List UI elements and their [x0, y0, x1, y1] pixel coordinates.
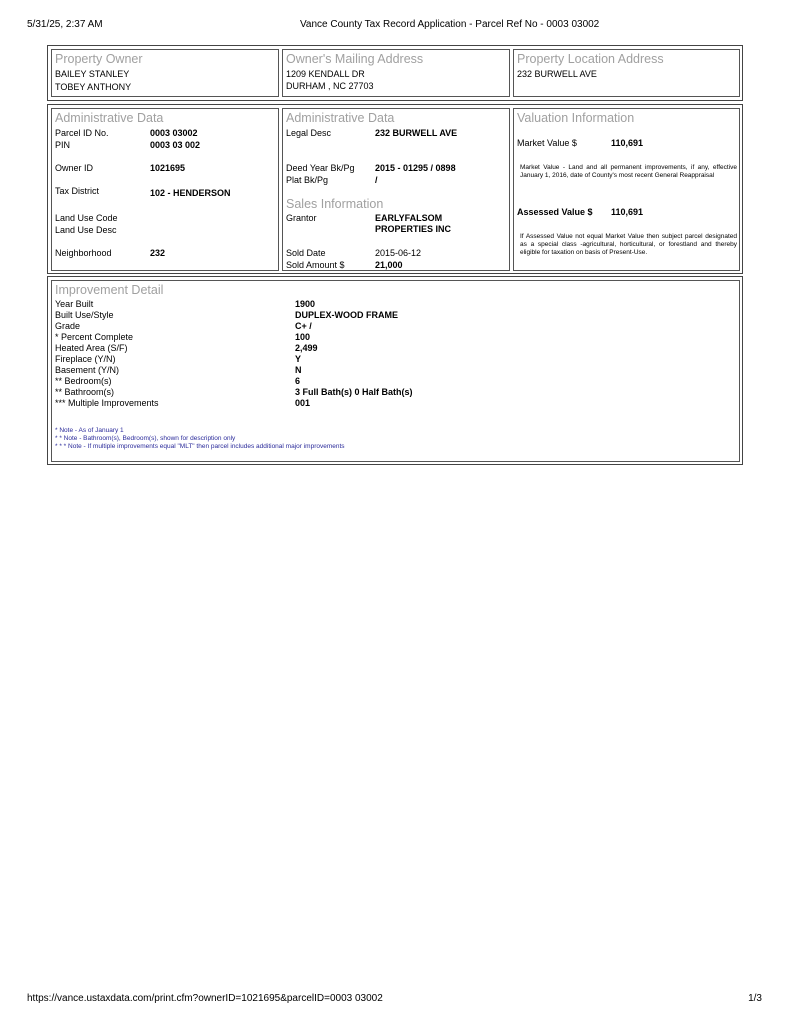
owner-name-1: BAILEY STANLEY — [55, 69, 130, 79]
admin-section — [47, 104, 743, 274]
improvement-value: 3 Full Bath(s) 0 Half Bath(s) — [295, 387, 413, 397]
market-value-note: Market Value - Land and all permanent improvements, if any, effective January 1, 2016, date of County's most recent General Reappraisal — [520, 164, 737, 179]
improvement-label: Year Built — [55, 299, 94, 309]
note-as-of-jan: * Note - As of January 1 — [55, 427, 124, 434]
admin-data-cell-2 — [282, 108, 510, 271]
improvement-notes — [55, 427, 735, 451]
improvement-label: *** Multiple Improvements — [55, 398, 159, 408]
property-owner-heading: Property Owner — [55, 52, 143, 66]
mailing-address-cell — [282, 49, 510, 97]
improvement-detail-heading: Improvement Detail — [55, 283, 164, 297]
assessed-value: 110,691 — [611, 207, 644, 217]
print-url[interactable]: https://vance.ustaxdata.com/print.cfm?ownerID=1021695&parcelID=0003 03002 — [27, 993, 383, 1004]
improvement-label: Built Use/Style — [55, 310, 114, 320]
mailing-line-2: DURHAM , NC 27703 — [286, 81, 374, 91]
assessed-value-label: Assessed Value $ — [517, 207, 593, 217]
location-line-1: 232 BURWELL AVE — [517, 69, 597, 79]
improvement-label: Heated Area (S/F) — [55, 343, 128, 353]
improvement-label: Basement (Y/N) — [55, 365, 120, 375]
legal-desc-label: Legal Desc — [286, 128, 332, 138]
neighborhood-value: 232 — [150, 248, 166, 258]
plat-label: Plat Bk/Pg — [286, 175, 329, 185]
owner-section — [47, 45, 743, 101]
improvement-value: 6 — [295, 376, 301, 386]
improvement-label: ** Bathroom(s) — [55, 387, 115, 397]
improvement-rows — [55, 299, 735, 419]
deed-label: Deed Year Bk/Pg — [286, 163, 355, 173]
land-use-desc-label: Land Use Desc — [55, 225, 117, 235]
improvement-value: N — [295, 365, 302, 375]
print-header — [27, 19, 764, 33]
location-address-cell — [513, 49, 740, 97]
legal-desc-value: 232 BURWELL AVE — [375, 128, 458, 138]
pin-value: 0003 03 002 — [150, 140, 201, 150]
grantor-label: Grantor — [286, 213, 317, 223]
market-value: 110,691 — [611, 138, 644, 148]
page-number: 1/3 — [748, 993, 762, 1004]
admin-data-heading-1: Administrative Data — [55, 111, 164, 125]
improvement-value: 2,499 — [295, 343, 318, 353]
property-owner-cell — [51, 49, 279, 97]
print-footer — [27, 993, 764, 1007]
improvement-value: C+ / — [295, 321, 312, 331]
print-timestamp: 5/31/25, 2:37 AM — [27, 19, 103, 30]
valuation-cell — [513, 108, 740, 271]
improvement-label: ** Bedroom(s) — [55, 376, 112, 386]
sold-date-label: Sold Date — [286, 248, 326, 258]
note-multiple-improvements: * * * Note - If multiple improvements equal "MLT" then parcel includes additional major improvements — [55, 443, 345, 450]
sales-info-heading: Sales Information — [286, 197, 384, 211]
improvement-label: * Percent Complete — [55, 332, 134, 342]
grantor-value-2: PROPERTIES INC — [375, 224, 452, 234]
tax-district-value: 102 - HENDERSON — [150, 188, 231, 198]
mailing-address-heading: Owner's Mailing Address — [286, 52, 424, 66]
admin-data-cell-1 — [51, 108, 279, 271]
tax-district-label: Tax District — [55, 186, 100, 196]
improvement-label: Grade — [55, 321, 81, 331]
improvement-value: 1900 — [295, 299, 316, 309]
sold-amount-label: Sold Amount $ — [286, 260, 345, 270]
plat-value: / — [375, 175, 378, 185]
grantor-value-1: EARLYFALSOM — [375, 213, 443, 223]
mailing-line-1: 1209 KENDALL DR — [286, 69, 365, 79]
sold-date-value: 2015-06-12 — [375, 248, 422, 258]
owner-id-label: Owner ID — [55, 163, 94, 173]
print-title: Vance County Tax Record Application - Parcel Ref No - 0003 03002 — [300, 19, 600, 30]
improvement-detail-cell — [51, 280, 740, 462]
owner-id-value: 1021695 — [150, 163, 186, 173]
valuation-heading: Valuation Information — [517, 111, 635, 125]
assessed-value-note: If Assessed Value not equal Market Value then subject parcel designated as a special class -agricultural, horticultural, or forestland and thereby eligible for taxation on basis of Present-Use. — [520, 233, 737, 256]
improvement-value: Y — [295, 354, 302, 364]
neighborhood-label: Neighborhood — [55, 248, 112, 258]
land-use-code-label: Land Use Code — [55, 213, 118, 223]
market-value-label: Market Value $ — [517, 138, 577, 148]
sold-amount-value: 21,000 — [375, 260, 403, 270]
admin-data-heading-2: Administrative Data — [286, 111, 395, 125]
improvement-value: 100 — [295, 332, 311, 342]
owner-name-2: TOBEY ANTHONY — [55, 82, 132, 92]
parcel-id-label: Parcel ID No. — [55, 128, 109, 138]
improvement-value: DUPLEX-WOOD FRAME — [295, 310, 398, 320]
note-bath-bed: * * Note - Bathroom(s), Bedroom(s), shown for description only — [55, 435, 236, 442]
improvement-label: Fireplace (Y/N) — [55, 354, 116, 364]
pin-label: PIN — [55, 140, 71, 150]
location-address-heading: Property Location Address — [517, 52, 664, 66]
improvement-section — [47, 276, 743, 465]
improvement-value: 001 — [295, 398, 311, 408]
deed-value: 2015 - 01295 / 0898 — [375, 163, 456, 173]
parcel-id-value: 0003 03002 — [150, 128, 198, 138]
